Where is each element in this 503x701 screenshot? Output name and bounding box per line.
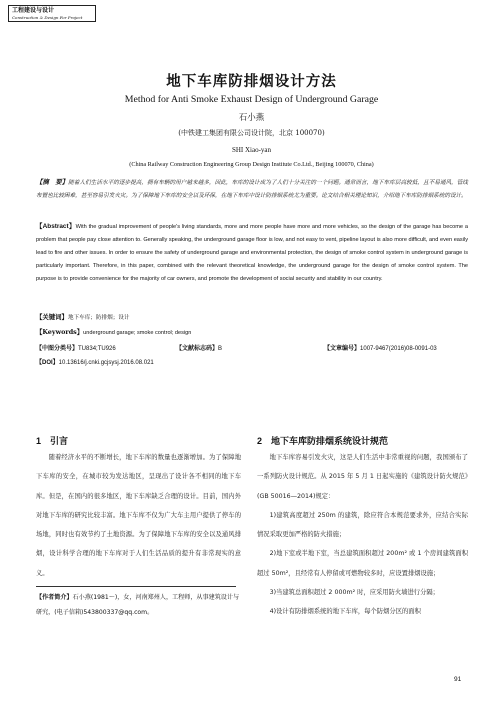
section-heading-design-specs: 2 地下车库防排烟系统设计规范	[257, 436, 389, 446]
article-number: 【文章编号】1007-9467(2016)08-0091-03	[324, 346, 437, 352]
footnote-text: 石小燕(1981～)，女，河南郑州人，工程师，从事建筑设计与研究，(电子信箱)543800337@qq.com。	[36, 594, 240, 616]
author-name-en: SHI Xiao-yan	[231, 146, 272, 154]
footnote-label: 【作者简介】	[36, 594, 73, 601]
document-code: 【文献标志码】B	[176, 346, 223, 352]
introduction-body	[36, 448, 241, 583]
author-name-cn: 石小燕	[238, 113, 265, 123]
author-footnote	[36, 590, 241, 620]
specs-item-2: 2)地下室或半地下室，当总建筑面积超过 200m² 或 1 个房间建筑面积超过 50m²，且经常有人停留或可燃物较多时，应设置排烟设施；	[257, 550, 468, 577]
specs-item-3: 3)当建筑总面积超过 2 000m² 时，应采用防火墙进行分隔；	[269, 589, 439, 597]
specs-item-1: 1)建筑高度超过 250m 的建筑，除应符合本规范要求外，应结合实际情况采取更加严格的防火措施；	[257, 511, 468, 539]
doi-value: 10.13616/j.cnki.gcjsysj.2016.08.021	[58, 360, 154, 366]
journal-name-cn: 工程建设与设计	[12, 7, 55, 14]
keywords-en-text: underground garage; smoke control; design	[83, 330, 192, 336]
keywords-cn	[36, 311, 468, 325]
section-heading-introduction: 1 引言	[36, 436, 69, 446]
abstract-en-text: With the gradual improvement of people's living standards, more and more people have more and more vehicles, so the design of the garage has become a problem that people pay close attention to. Generally speaking, the underground garage floor is low, and not easy to vent, pipeline layout is also more difficult, and even easily lead to fire and other issues. In order to ensure the safety of underground garage and environmental protection, the design of smoke control system in underground garage is particularly important. Therefore, in this paper, combined with the relevant theoretical knowledge, the underground garage for the design of smoke control system. The purpose is to provide convenience for the majority of car owners, and promote the development of social security and stability in our country.	[36, 224, 468, 282]
journal-header	[8, 5, 96, 22]
specs-intro: 地下车库容易引发火灾，这是人们生活中非常重视的问题，我国颁布了一系列防火设计规范。从 2015 年 5 月 1 日起实施的《建筑设计防火规范》(GB 50016—2014)规定：	[257, 454, 468, 500]
affiliation-en: (China Railway Construction Engineering Group Design Institute Co.Ltd., Beijing 100070, China)	[129, 161, 374, 168]
keywords-en	[36, 326, 468, 340]
abstract-en	[36, 220, 468, 286]
abstract-cn	[36, 176, 468, 203]
doi-label: 【DOI】	[36, 360, 59, 366]
clc-code: 【中图分类号】TU834;TU926	[36, 346, 116, 352]
abstract-en-label: 【Abstract】	[36, 223, 76, 230]
abstract-cn-label: 【摘 要】	[36, 178, 69, 186]
page-number: 91	[454, 676, 462, 683]
keywords-en-label: 【Keywords】	[36, 328, 84, 336]
doi-line	[36, 357, 154, 366]
keywords-cn-label: 【关键词】	[36, 313, 68, 321]
keywords-cn-text: 地下车库；防排烟；设计	[67, 315, 130, 321]
introduction-paragraph: 随着经济水平的不断增长，地下车库的数量也逐渐增加。为了保障地下车库的安全，在城市较为发达地区，呈现出了设计各不相同的地下车库。但是，在国内的很多地区，地下车库缺乏合理的设计。目前，国内外对地下车库的研究比较丰富。地下车库不仅为广大车主用户提供了停车的场地，同时也有效节约了土地资源。为了保障地下车库的安全以及通风排烟，设计科学合理的地下车库对于人们生活品质的提升有非常现实的意义。	[36, 454, 241, 577]
paper-title-en: Method for Anti Smoke Exhaust Design of Underground Garage	[124, 94, 379, 105]
journal-name-en: Construction & Design For Project	[12, 15, 83, 20]
abstract-cn-text: 随着人们生活水平的逐步提高，拥有车辆的用户越来越多，因此，车库的设计成为了人们十分关注的一个问题。通常而言，地下车库层高较低，且不易通风，管线布置也比较困难，甚至容易引发火灾。为了保障地下车库的安全以及环保，在地下车库中设计防排烟系统尤为重要。论文结合相关理论知识，介绍地下车库防排烟系统的设计。	[36, 180, 468, 199]
specs-item-4: 4)设计有防排烟系统的地下车库，每个防烟分区的面积	[269, 608, 421, 616]
design-specs-body	[257, 448, 468, 622]
paper-title-cn: 地下车库防排烟设计方法	[166, 73, 337, 90]
footnote-divider	[36, 586, 236, 587]
affiliation-cn: (中铁建工集团有限公司设计院，北京 100070)	[178, 129, 325, 137]
